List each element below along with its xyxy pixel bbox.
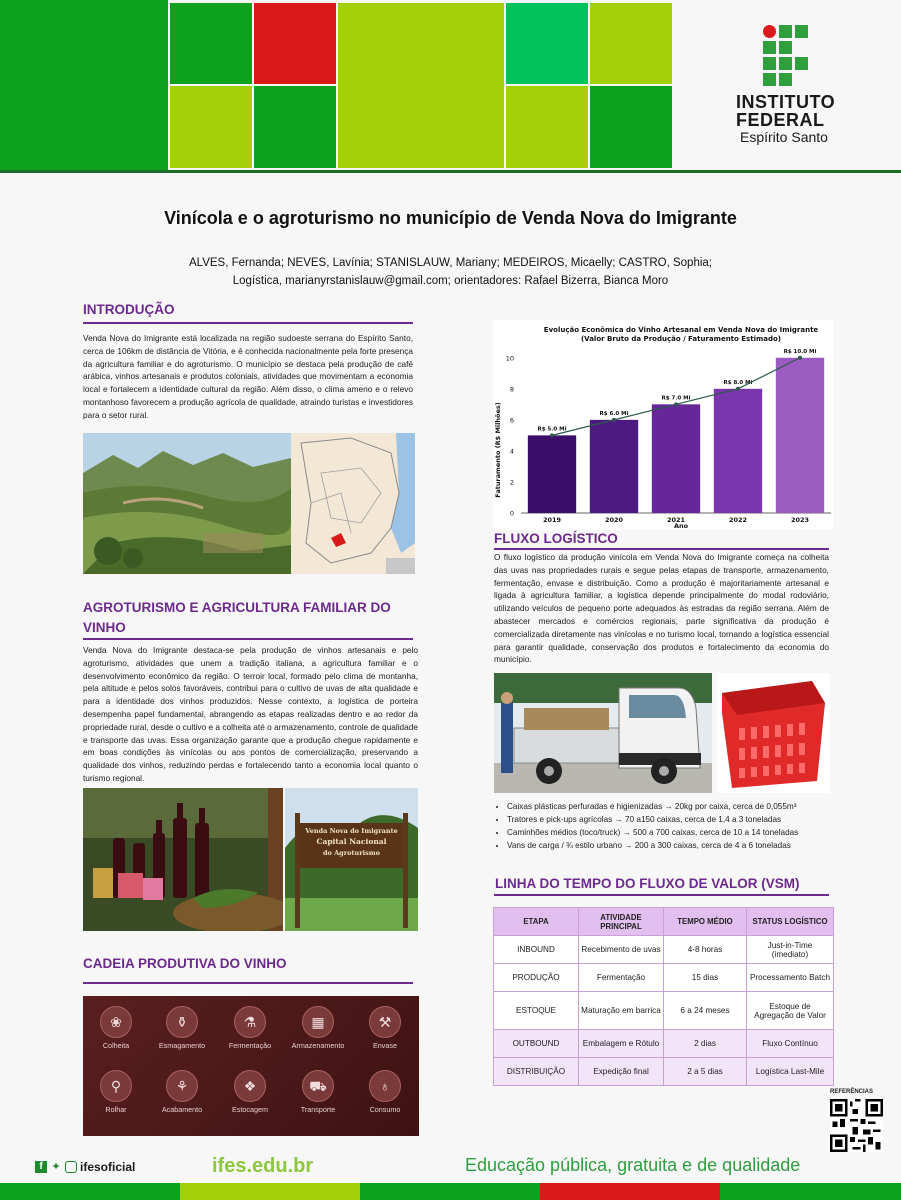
cadeia-step: ⚲ Rolhar [86, 1070, 146, 1114]
chart-x-tick-label: 2021 [666, 516, 686, 524]
references-label: REFERÊNCIAS [830, 1089, 874, 1095]
page-title: Vinícola e o agroturismo no município de Venda Nova do Imigrante [164, 208, 737, 228]
mosaic-block [254, 86, 336, 168]
mosaic-block [506, 3, 588, 84]
chart-bar [714, 389, 762, 513]
table-row: DISTRIBUIÇÃO Expedição final 2 a 5 dias Logística Last-Mile [494, 1058, 834, 1086]
mosaic-block [254, 3, 336, 84]
vsm-table [493, 907, 834, 1086]
chart-svg [493, 320, 833, 530]
vsm-heading: LINHA DO TEMPO DO FLUXO DE VALOR (VSM) [495, 876, 800, 891]
chart-point [674, 402, 678, 406]
tourism-sign-image [285, 788, 418, 931]
mosaic-block [506, 86, 588, 168]
section-divider [83, 638, 413, 640]
footer-band [540, 1183, 720, 1200]
cadeia-step: ⚘ Acabamento [152, 1070, 212, 1114]
transport-list [497, 800, 798, 852]
section-divider [83, 982, 413, 984]
logo-text: INSTITUTO FEDERAL [736, 92, 836, 130]
agro-heading: AGROTURISMO E AGRICULTURA FAMILIAR DO VINHO [83, 600, 391, 635]
envase-icon: ⚒ [369, 1006, 401, 1038]
chart-title: Evolução Econômica do Vinho Artesanal em Venda Nova do Imigrante [543, 326, 819, 334]
chart-x-tick-label: 2020 [604, 516, 624, 524]
qr-code-icon[interactable] [830, 1099, 883, 1152]
fermentacao-icon: ⚗ [234, 1006, 266, 1038]
footer-band [720, 1183, 901, 1200]
chart-x-tick-label: 2019 [542, 516, 562, 524]
chart-y-tick-label: 6 [509, 416, 514, 425]
chart-y-tick-label: 8 [509, 385, 514, 394]
chart-data-label: R$ 10.0 Mi [783, 348, 817, 355]
footer-band [360, 1183, 540, 1200]
chart-data-label: R$ 8.0 Mi [723, 379, 753, 386]
mosaic-block [590, 86, 672, 168]
landscape-image [83, 433, 291, 574]
wine-bottles-image [83, 788, 283, 931]
authors: ALVES, Fernanda; NEVES, Lavínia; STANISLAUW, Mariany; MEDEIROS, Micaelly; CASTRO, Sophia; Logística, marianyrstanislauw@gmail.com; orientadores: Rafael Bizerra, Bianca Moro [188, 257, 712, 287]
intro-text: Venda Nova do Imigrante está localizada na região sudoeste serrana do Espírito Santo, cerca de 106km de distância de Vitória, e é conhecida nacionalmente pela forte presença da agricultura familiar e do agroturismo. O município se destaca pela produção de café arábica, vinhos artesanais e produtos coloniais, atividades que movimentam a economia local e fortalecem a identidade cultural da região. Além disso, o clima ameno e o relevo montanhoso favorecem a produção agrícola de qualidade, atraindo turistas e investidores para o setor rural. [83, 333, 413, 420]
social-links [35, 1160, 135, 1174]
cadeia-step: ⚱ Esmagamento [152, 1006, 212, 1050]
armazenamento-icon: ▦ [302, 1006, 334, 1038]
intro-heading: INTRODUÇÃO [83, 302, 175, 317]
chart-y-tick-label: 2 [509, 478, 514, 487]
table-header: TEMPO MÉDIO [664, 908, 747, 936]
cadeia-step: ⛟ Transporte [288, 1070, 348, 1114]
chart-bar [652, 404, 700, 513]
footer-slogan: Educação pública, gratuita e de qualidade [465, 1155, 801, 1175]
table-header-row [494, 908, 834, 936]
fluxo-heading: FLUXO LOGÍSTICO [494, 531, 618, 546]
estocagem-icon: ❖ [234, 1070, 266, 1102]
map-image [291, 433, 415, 574]
chart-point [550, 433, 554, 437]
transporte-icon: ⛟ [302, 1070, 334, 1102]
table-row: INBOUND Recebimento de uvas 4-8 horas Just-in-Time (imediato) [494, 936, 834, 964]
chart-point [736, 387, 740, 391]
chart-subtitle: (Valor Bruto da Produção / Faturamento Estimado) [580, 335, 782, 343]
cadeia-step: ❖ Estocagem [220, 1070, 280, 1114]
chart-y-tick-label: 10 [505, 354, 514, 363]
acabamento-icon: ⚘ [166, 1070, 198, 1102]
chart-data-label: R$ 7.0 Mi [661, 395, 691, 402]
truck-image [494, 673, 712, 793]
cadeia-heading: CADEIA PRODUTIVA DO VINHO [83, 956, 287, 971]
chart-x-tick-label: 2023 [790, 516, 810, 524]
facebook-icon[interactable]: f [35, 1161, 47, 1173]
cadeia-step: ♁ Consumo [355, 1070, 415, 1114]
chart-ylabel: Faturamento (R$ Milhões) [494, 402, 502, 498]
section-divider [494, 548, 829, 550]
consumo-icon: ♁ [369, 1070, 401, 1102]
rolhar-icon: ⚲ [100, 1070, 132, 1102]
social-handle[interactable]: ifesoficial [80, 1160, 136, 1174]
chart-y-tick-label: 4 [509, 447, 514, 456]
section-divider [83, 322, 413, 324]
revenue-chart [493, 320, 833, 530]
colheita-icon: ❀ [100, 1006, 132, 1038]
table-header: ETAPA [494, 908, 579, 936]
mosaic-block [170, 3, 252, 84]
table-header: ATIVIDADE PRINCIPAL [579, 908, 664, 936]
twitter-icon[interactable]: ✦ [51, 1161, 61, 1173]
chart-bar [776, 358, 824, 513]
table-row: OUTBOUND Embalagem e Rótulo 2 dias Fluxo Contínuo [494, 1030, 834, 1058]
list-item: • Caminhões médios (toco/truck) → 500 a 700 caixas, cerca de 10 a 14 toneladas [507, 826, 798, 839]
mosaic-block [170, 86, 252, 168]
agro-text: Venda Nova do Imigrante destaca-se pela produção de vinhos artesanais e pelo agroturismo, atividades que unem a tradição italiana, a agricultura familiar e o desenvolvimento econômico da região. O terroir local, formado pelo clima de montanha, pela altitude e pelos solos favoráveis, contribui para o cultivo de uvas de alta qualidade e para a identidade dos vinhos produzidos. Nesse contexto, a logística de porteira desempenha papel fundamental, abrangendo as etapas realizadas dentro e ao redor da propriedade rural, desde o cultivo e a colheita até o armazenamento, controle de qualidade e transporte das uvas. Essa organização garante que a produção chegue rapidamente e em boas condições às vinícolas ou aos pontos de comercialização, preservando a qualidade dos vinhos, reduzindo perdas e fortalecendo tanto a economia local quanto o turismo regional. [83, 645, 418, 783]
chart-x-tick-label: 2022 [728, 516, 748, 524]
instagram-icon[interactable] [65, 1161, 77, 1173]
sign-text: Venda Nova do Imigrante Capital Nacional do Agroturismo [305, 827, 398, 857]
header-divider [0, 170, 901, 173]
table-header: STATUS LOGÍSTICO [747, 908, 834, 936]
list-item: • Tratores e pick-ups agrícolas → 70 a150 caixas, cerca de 1,4 a 3 toneladas [507, 813, 798, 826]
chart-bar [528, 435, 576, 513]
chart-xlabel: Ano [673, 522, 689, 530]
chart-point [612, 418, 616, 422]
cadeia-panel [83, 996, 419, 1136]
mosaic-block [338, 3, 504, 168]
esmagamento-icon: ⚱ [166, 1006, 198, 1038]
site-link[interactable]: ifes.edu.br [212, 1155, 314, 1177]
logo-subtext: Espírito Santo [740, 129, 828, 145]
list-item: • Vans de carga / ¾ estilo urbano → 200 a 300 caixas, cerca de 4 a 6 toneladas [507, 839, 798, 852]
chart-bar [590, 420, 638, 513]
list-item: • Caixas plásticas perfuradas e higienizadas → 20kg por caixa, cerca de 0,055m³ [507, 800, 798, 813]
crate-image [717, 673, 830, 793]
cadeia-step: ❀ Colheita [86, 1006, 146, 1050]
cadeia-step: ⚗ Fermentação [220, 1006, 280, 1050]
ifes-logo-icon [763, 25, 809, 87]
chart-data-label: R$ 5.0 Mi [537, 426, 567, 433]
chart-point [798, 356, 802, 360]
chart-data-label: R$ 6.0 Mi [599, 410, 629, 417]
fluxo-text: O fluxo logístico da produção vinícola em Venda Nova do Imigrante começa na colheita das uvas nas propriedades rurais e segue pelas etapas de transporte, armazenamento, fermentação, envase e distribuição. Como a produção é majoritariamente artesanal e ligada à agricultura familiar, a logística depende principalmente do modal rodoviário, utilizando veículos de pequeno porte adequados às estradas da região serrana. Além de abastecer mercados e comércios regionais, parte significativa da produção é comercializada diretamente nas vinícolas e no turismo local, tornando a logística essencial para garantir qualidade, conservação dos produtos e fortalecimento da economia do município. [494, 552, 829, 665]
cadeia-step: ⚒ Envase [355, 1006, 415, 1050]
table-row: ESTOQUE Maturação em barrica 6 a 24 meses Estoque de Agregação de Valor [494, 992, 834, 1030]
mosaic-block [0, 0, 168, 170]
cadeia-step: ▦ Armazenamento [288, 1006, 348, 1050]
table-row: PRODUÇÃO Fermentação 15 dias Processamento Batch [494, 964, 834, 992]
footer-band [0, 1183, 180, 1200]
section-divider [494, 894, 829, 896]
chart-y-tick-label: 0 [509, 509, 514, 518]
mosaic-block [590, 3, 672, 84]
footer-band [180, 1183, 360, 1200]
